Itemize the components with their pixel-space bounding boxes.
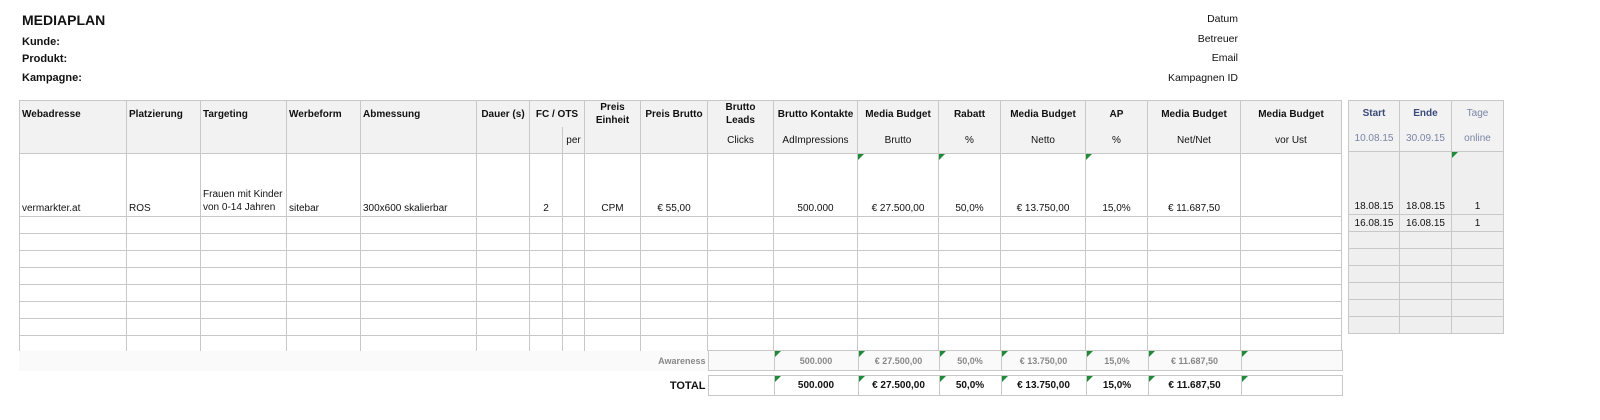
table-row[interactable]: [1349, 283, 1504, 300]
cell[interactable]: [201, 319, 287, 336]
cell[interactable]: [939, 234, 1001, 251]
cell[interactable]: [585, 319, 641, 336]
awareness-kontakte: 500.000: [774, 351, 858, 371]
cell[interactable]: [530, 234, 563, 251]
sub-rabatt-pct: %: [939, 127, 1001, 154]
awareness-mb-netto: € 13.750,00: [1001, 351, 1086, 371]
cell[interactable]: [361, 268, 477, 285]
cell-kontakte[interactable]: 500.000: [774, 154, 858, 217]
col-webadresse: Webadresse: [20, 101, 127, 128]
table-row[interactable]: [1349, 266, 1504, 283]
col-platzierung: Platzierung: [127, 101, 201, 128]
cell[interactable]: [641, 319, 708, 336]
cell[interactable]: [563, 302, 585, 319]
table-row[interactable]: [20, 251, 1342, 268]
col-fc-ots: FC / OTS: [530, 101, 585, 128]
sub-empty: [477, 127, 530, 154]
col-ende: Ende: [1400, 101, 1452, 126]
cell[interactable]: [563, 285, 585, 302]
cell[interactable]: [127, 285, 201, 302]
mediaplan-table: [19, 100, 1342, 353]
sub-empty: [20, 127, 127, 154]
email-label: Email: [1211, 52, 1238, 64]
cell[interactable]: [585, 251, 641, 268]
cell[interactable]: [477, 234, 530, 251]
cell[interactable]: [939, 251, 1001, 268]
cell[interactable]: [939, 302, 1001, 319]
cell[interactable]: [585, 217, 641, 234]
cell[interactable]: [1452, 249, 1504, 266]
cell[interactable]: [939, 268, 1001, 285]
cell[interactable]: [477, 319, 530, 336]
table-row[interactable]: [20, 234, 1342, 251]
cell-webadresse[interactable]: vermarkter.at: [20, 154, 127, 217]
cell-rabatt[interactable]: 50,0%: [939, 154, 1001, 217]
total-mb-brutto: € 27.500,00: [858, 376, 939, 396]
cell[interactable]: [1400, 232, 1452, 249]
cell[interactable]: [530, 285, 563, 302]
cell[interactable]: [1148, 268, 1241, 285]
cell[interactable]: [20, 268, 127, 285]
cell[interactable]: [563, 217, 585, 234]
sub-ende-date: 30.09.15: [1400, 125, 1452, 152]
cell[interactable]: [20, 319, 127, 336]
cell[interactable]: [201, 268, 287, 285]
table-row[interactable]: [1349, 232, 1504, 249]
cell[interactable]: [708, 302, 774, 319]
cell[interactable]: [1086, 319, 1148, 336]
total-vorust: [1241, 376, 1342, 396]
sub-brutto: Brutto: [858, 127, 939, 154]
col-rabatt: Rabatt: [939, 101, 1001, 128]
awareness-mb-netnet: € 11.687,50: [1148, 351, 1241, 371]
cell-werbeform[interactable]: sitebar: [287, 154, 361, 217]
cell[interactable]: [477, 217, 530, 234]
cell[interactable]: [858, 302, 939, 319]
cell-mb-brutto[interactable]: € 27.500,00: [858, 154, 939, 217]
awareness-vorust: [1241, 351, 1342, 371]
betreuer-label: Betreuer: [1197, 33, 1238, 45]
table-row[interactable]: [1349, 300, 1504, 317]
cell-preis-einheit[interactable]: CPM: [585, 154, 641, 217]
cell-mb-vorust[interactable]: [1241, 154, 1342, 217]
cell[interactable]: [20, 217, 127, 234]
cell[interactable]: [1086, 251, 1148, 268]
sub-online: online: [1452, 125, 1504, 152]
cell[interactable]: [1349, 249, 1400, 266]
sub-netnet: Net/Net: [1148, 127, 1241, 154]
cell[interactable]: [477, 302, 530, 319]
cell-ende[interactable]: 16.08.15: [1400, 215, 1452, 232]
cell[interactable]: [201, 217, 287, 234]
sub-clicks: Clicks: [708, 127, 774, 154]
cell[interactable]: [641, 268, 708, 285]
awareness-mb-brutto: € 27.500,00: [858, 351, 939, 371]
cell[interactable]: [361, 319, 477, 336]
col-mb-brutto: Media Budget: [858, 101, 939, 128]
cell-targeting[interactable]: Frauen mit Kinder von 0-14 Jahren: [201, 154, 287, 217]
sub-empty: [585, 127, 641, 154]
col-ap: AP: [1086, 101, 1148, 128]
cell[interactable]: [361, 217, 477, 234]
cell[interactable]: [585, 285, 641, 302]
col-brutto-leads: [708, 101, 774, 128]
col-start: Start: [1349, 101, 1400, 126]
cell[interactable]: [1001, 268, 1086, 285]
sub-ap-pct: %: [1086, 127, 1148, 154]
cell[interactable]: [1001, 217, 1086, 234]
sub-empty: [530, 127, 563, 154]
brutto-leads-line1: Brutto: [725, 102, 756, 113]
cell-ende[interactable]: 18.08.15: [1400, 152, 1452, 215]
cell[interactable]: [1086, 234, 1148, 251]
table-row[interactable]: [20, 154, 1342, 217]
cell[interactable]: [641, 285, 708, 302]
cell[interactable]: [287, 285, 361, 302]
col-preis-brutto: Preis Brutto: [641, 101, 708, 128]
cell[interactable]: [1349, 300, 1400, 317]
cell[interactable]: [708, 217, 774, 234]
cell[interactable]: [641, 217, 708, 234]
cell[interactable]: [585, 268, 641, 285]
cell[interactable]: [201, 285, 287, 302]
table-row[interactable]: [20, 319, 1342, 336]
cell[interactable]: [201, 234, 287, 251]
cell[interactable]: [1452, 283, 1504, 300]
cell-fc-per[interactable]: [563, 154, 585, 217]
cell[interactable]: [530, 268, 563, 285]
table-row[interactable]: [20, 268, 1342, 285]
cell[interactable]: [1001, 251, 1086, 268]
awareness-leads: [708, 351, 774, 371]
awareness-label: Awareness: [19, 351, 708, 371]
cell[interactable]: [127, 217, 201, 234]
kunde-label: Kunde:: [22, 36, 60, 48]
cell-mb-netto[interactable]: € 13.750,00: [1001, 154, 1086, 217]
cell[interactable]: [361, 285, 477, 302]
cell[interactable]: [774, 268, 858, 285]
cell-fc[interactable]: 2: [530, 154, 563, 217]
table-row[interactable]: [1349, 317, 1504, 334]
sub-empty: [127, 127, 201, 154]
cell[interactable]: [563, 268, 585, 285]
cell[interactable]: [201, 251, 287, 268]
datum-label: Datum: [1207, 13, 1238, 25]
cell[interactable]: [1241, 251, 1342, 268]
cell-platzierung[interactable]: ROS: [127, 154, 201, 217]
cell[interactable]: [774, 251, 858, 268]
sub-vorust: vor Ust: [1241, 127, 1342, 154]
cell[interactable]: [1148, 285, 1241, 302]
table-row[interactable]: [20, 217, 1342, 234]
cell-abmessung[interactable]: 300x600 skalierbar: [361, 154, 477, 217]
cell[interactable]: [530, 319, 563, 336]
cell[interactable]: [708, 319, 774, 336]
kampagne-label: Kampagne:: [22, 72, 82, 84]
cell[interactable]: [20, 302, 127, 319]
cell[interactable]: [1400, 249, 1452, 266]
cell[interactable]: [585, 302, 641, 319]
cell[interactable]: [774, 217, 858, 234]
cell[interactable]: [858, 234, 939, 251]
cell-start[interactable]: 18.08.15: [1349, 152, 1400, 215]
cell[interactable]: [1001, 234, 1086, 251]
sub-adimpressions: AdImpressions: [774, 127, 858, 154]
cell[interactable]: [563, 251, 585, 268]
col-brutto-kontakte: Brutto Kontakte: [774, 101, 858, 128]
cell[interactable]: [361, 234, 477, 251]
cell[interactable]: [1400, 317, 1452, 334]
cell-dauer[interactable]: [477, 154, 530, 217]
cell[interactable]: [287, 217, 361, 234]
cell[interactable]: [1001, 302, 1086, 319]
produkt-label: Produkt:: [22, 53, 68, 65]
cell[interactable]: [361, 302, 477, 319]
cell[interactable]: [1148, 302, 1241, 319]
schedule-table: [1348, 100, 1504, 334]
cell[interactable]: [287, 268, 361, 285]
preis-einheit-line1: Preis: [600, 102, 625, 113]
cell[interactable]: [1148, 251, 1241, 268]
cell-tage[interactable]: 1: [1452, 152, 1504, 215]
cell[interactable]: [287, 251, 361, 268]
cell[interactable]: [20, 234, 127, 251]
kampagnen-id-label: Kampagnen ID: [1167, 72, 1238, 84]
cell[interactable]: [1241, 234, 1342, 251]
cell[interactable]: [1452, 317, 1504, 334]
col-targeting: Targeting: [201, 101, 287, 128]
table-row[interactable]: [1349, 215, 1504, 232]
cell[interactable]: [774, 319, 858, 336]
cell[interactable]: [361, 251, 477, 268]
cell[interactable]: [287, 234, 361, 251]
sub-empty: [201, 127, 287, 154]
sub-start-date: 10.08.15: [1349, 125, 1400, 152]
cell-leads[interactable]: [708, 154, 774, 217]
cell[interactable]: [1400, 300, 1452, 317]
cell[interactable]: [1349, 283, 1400, 300]
col-tage: Tage: [1452, 101, 1504, 126]
cell[interactable]: [1148, 217, 1241, 234]
cell-mb-netnet[interactable]: € 11.687,50: [1148, 154, 1241, 217]
col-werbeform: Werbeform: [287, 101, 361, 128]
cell[interactable]: [641, 234, 708, 251]
sub-fc-per: per: [563, 127, 585, 154]
cell[interactable]: [1349, 266, 1400, 283]
cell[interactable]: [939, 319, 1001, 336]
cell[interactable]: [1086, 302, 1148, 319]
brutto-leads-line2: Leads: [726, 115, 755, 126]
cell[interactable]: [641, 251, 708, 268]
cell[interactable]: [1452, 266, 1504, 283]
cell[interactable]: [201, 302, 287, 319]
table-row[interactable]: [1349, 249, 1504, 266]
cell[interactable]: [708, 268, 774, 285]
col-mb-netto: Media Budget: [1001, 101, 1086, 128]
awareness-ap: 15,0%: [1086, 351, 1148, 371]
cell[interactable]: [1241, 319, 1342, 336]
sub-empty: [361, 127, 477, 154]
cell[interactable]: [1452, 232, 1504, 249]
cell[interactable]: [858, 285, 939, 302]
cell-preis-brutto[interactable]: € 55,00: [641, 154, 708, 217]
cell[interactable]: [127, 268, 201, 285]
cell[interactable]: [1241, 217, 1342, 234]
total-ap: 15,0%: [1086, 376, 1148, 396]
cell[interactable]: [127, 251, 201, 268]
total-leads: [708, 376, 774, 396]
cell[interactable]: [20, 285, 127, 302]
cell[interactable]: [563, 234, 585, 251]
cell[interactable]: [1241, 302, 1342, 319]
cell[interactable]: [1400, 266, 1452, 283]
table-row[interactable]: [20, 285, 1342, 302]
sub-empty: [641, 127, 708, 154]
cell[interactable]: [127, 234, 201, 251]
cell[interactable]: [530, 251, 563, 268]
cell[interactable]: [774, 285, 858, 302]
cell[interactable]: [858, 217, 939, 234]
cell[interactable]: [1001, 285, 1086, 302]
table-row[interactable]: [20, 302, 1342, 319]
cell[interactable]: [1086, 268, 1148, 285]
cell[interactable]: [641, 302, 708, 319]
cell[interactable]: [1001, 319, 1086, 336]
col-preis-einheit: [585, 101, 641, 128]
cell[interactable]: [1086, 217, 1148, 234]
total-mb-netnet: € 11.687,50: [1148, 376, 1241, 396]
cell[interactable]: [708, 285, 774, 302]
sub-empty: [287, 127, 361, 154]
col-mb-vorust: Media Budget: [1241, 101, 1342, 128]
cell[interactable]: [127, 319, 201, 336]
cell[interactable]: [477, 268, 530, 285]
cell[interactable]: [1241, 285, 1342, 302]
total-label: TOTAL: [669, 379, 706, 392]
cell[interactable]: [858, 251, 939, 268]
cell-tage[interactable]: 1: [1452, 215, 1504, 232]
cell[interactable]: [858, 319, 939, 336]
awareness-row: [19, 350, 1343, 371]
total-row: [19, 375, 1343, 396]
cell[interactable]: [563, 319, 585, 336]
cell[interactable]: [287, 302, 361, 319]
cell[interactable]: [939, 217, 1001, 234]
cell[interactable]: [585, 234, 641, 251]
cell[interactable]: [20, 251, 127, 268]
cell[interactable]: [774, 302, 858, 319]
cell[interactable]: [1452, 300, 1504, 317]
col-abmessung: Abmessung: [361, 101, 477, 128]
cell[interactable]: [1241, 268, 1342, 285]
col-dauer: Dauer (s): [477, 101, 530, 128]
cell-ap[interactable]: 15,0%: [1086, 154, 1148, 217]
preis-einheit-line2: Einheit: [595, 115, 630, 126]
cell[interactable]: [858, 268, 939, 285]
col-mb-netnet: Media Budget: [1148, 101, 1241, 128]
sub-netto: Netto: [1001, 127, 1086, 154]
cell[interactable]: [1400, 283, 1452, 300]
cell[interactable]: [1349, 232, 1400, 249]
total-kontakte: 500.000: [774, 376, 858, 396]
total-mb-netto: € 13.750,00: [1001, 376, 1086, 396]
page-title: MEDIAPLAN: [22, 12, 106, 28]
table-row[interactable]: [1349, 152, 1504, 215]
cell[interactable]: [477, 285, 530, 302]
cell[interactable]: [1148, 234, 1241, 251]
cell[interactable]: [477, 251, 530, 268]
cell[interactable]: [287, 319, 361, 336]
cell-start[interactable]: 16.08.15: [1349, 215, 1400, 232]
cell[interactable]: [708, 251, 774, 268]
total-rabatt: 50,0%: [939, 376, 1001, 396]
cell[interactable]: [1148, 319, 1241, 336]
cell[interactable]: [939, 285, 1001, 302]
cell[interactable]: [708, 234, 774, 251]
cell[interactable]: [127, 302, 201, 319]
awareness-rabatt: 50,0%: [939, 351, 1001, 371]
cell[interactable]: [1349, 317, 1400, 334]
cell[interactable]: [530, 302, 563, 319]
cell[interactable]: [774, 234, 858, 251]
cell[interactable]: [1086, 285, 1148, 302]
cell[interactable]: [530, 217, 563, 234]
